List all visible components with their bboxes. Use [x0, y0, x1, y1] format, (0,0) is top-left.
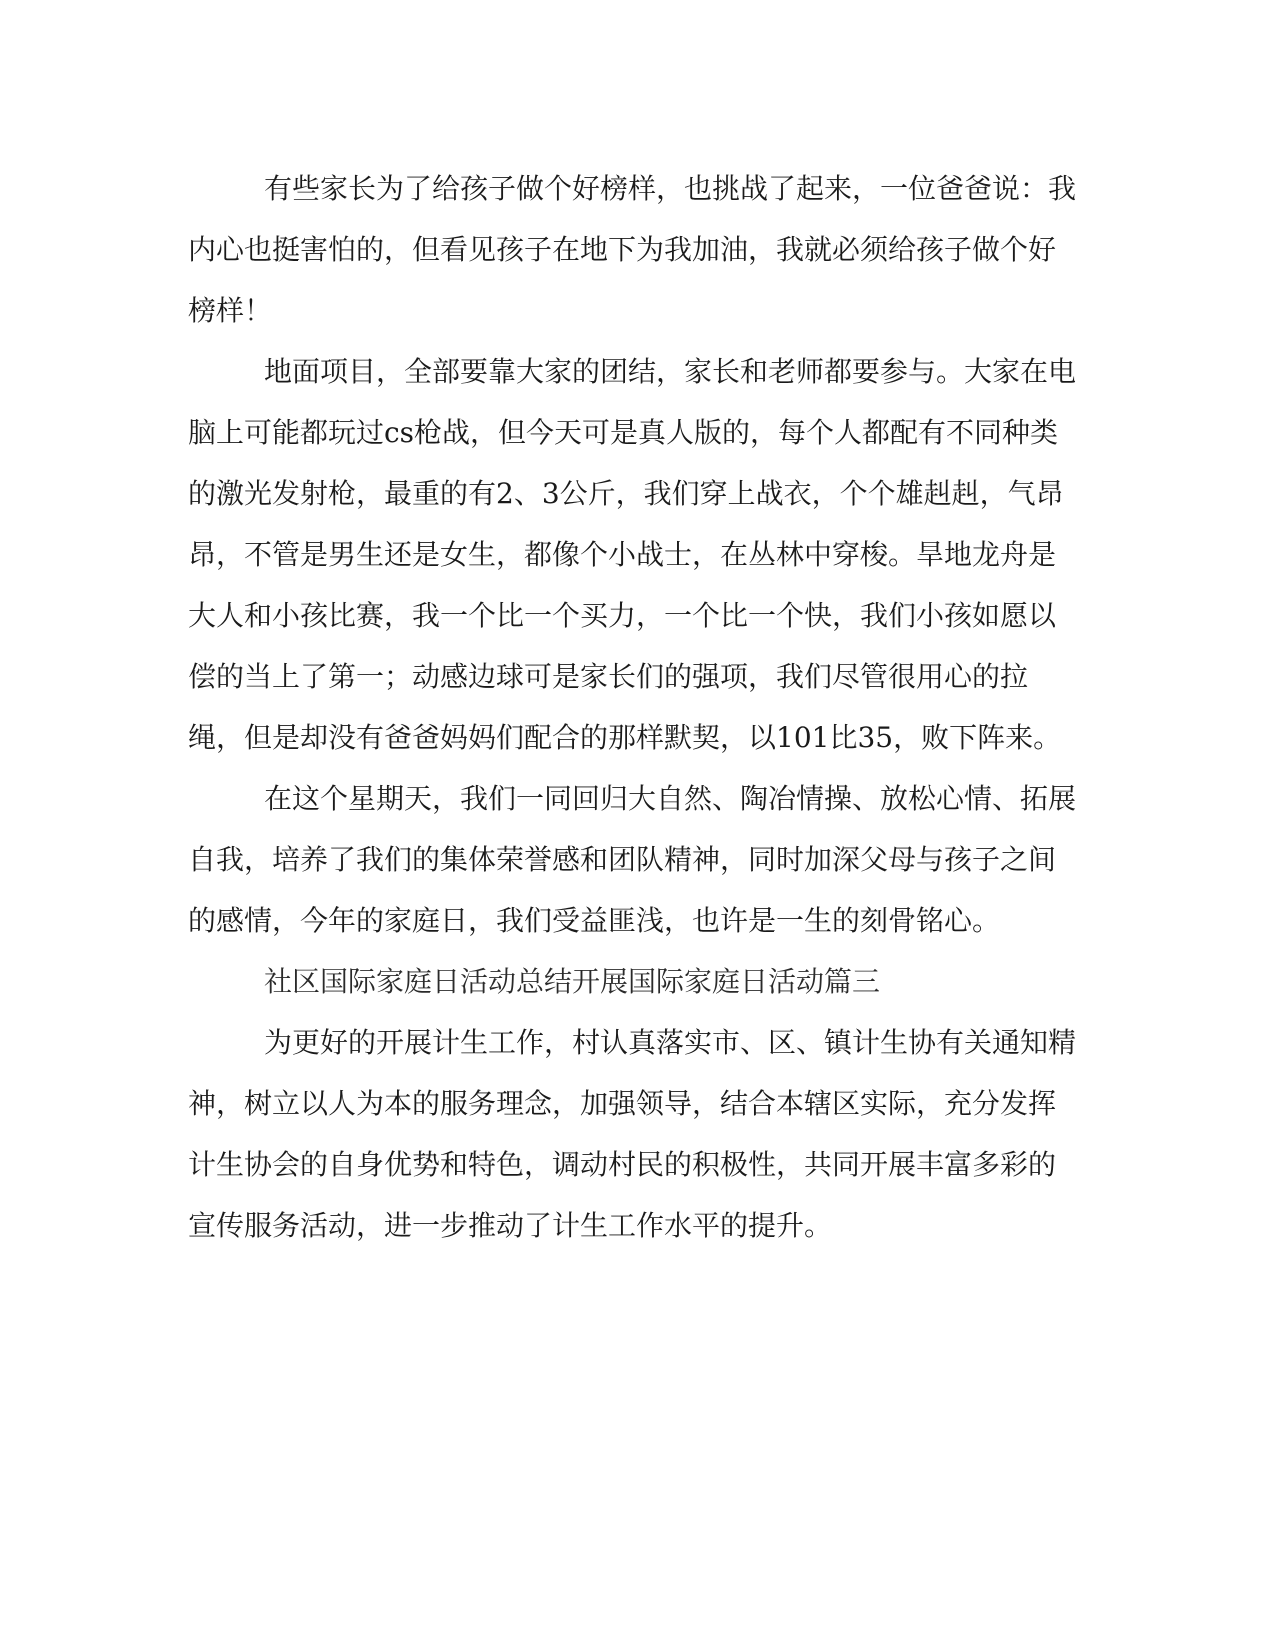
paragraph-sunday-summary: 在这个星期天，我们一同回归大自然、陶冶情操、放松心情、拓展自我，培养了我们的集体荣誉感和团队精神，同时加深父母与孩子之间的感情，今年的家庭日，我们受益匪浅，也许是一生的刻骨铭心。 [188, 782, 1077, 937]
document-body [188, 158, 1078, 1256]
paragraph-family-planning: 为更好的开展计生工作，村认真落实市、区、镇计生协有关通知精神，树立以人为本的服务理念，加强领导，结合本辖区实际，充分发挥计生协会的自身优势和特色，调动村民的积极性，共同开展丰富多彩的宣传服务活动，进一步推动了计生工作水平的提升。 [188, 1026, 1077, 1242]
paragraph-parent-role-model: 有些家长为了给孩子做个好榜样，也挑战了起来，一位爸爸说：我内心也挺害怕的，但看见孩子在地下为我加油，我就必须给孩子做个好榜样！ [188, 172, 1077, 327]
section-heading: 社区国际家庭日活动总结开展国际家庭日活动篇三 [264, 965, 881, 998]
paragraph-ground-activities: 地面项目，全部要靠大家的团结，家长和老师都要参与。大家在电脑上可能都玩过cs枪战，但今天可是真人版的，每个人都配有不同种类的激光发射枪，最重的有2、3公斤，我们穿上战衣，个个雄赳赳，气昂昂，不管是男生还是女生，都像个小战士，在丛林中穿梭。旱地龙舟是大人和小孩比赛，我一个比一个买力，一个比一个快，我们小孩如愿以偿的当上了第一；动感边球可是家长们的强项，我们尽管很用心的拉绳，但是却没有爸爸妈妈们配合的那样默契，以101比35，败下阵来。 [188, 355, 1077, 754]
